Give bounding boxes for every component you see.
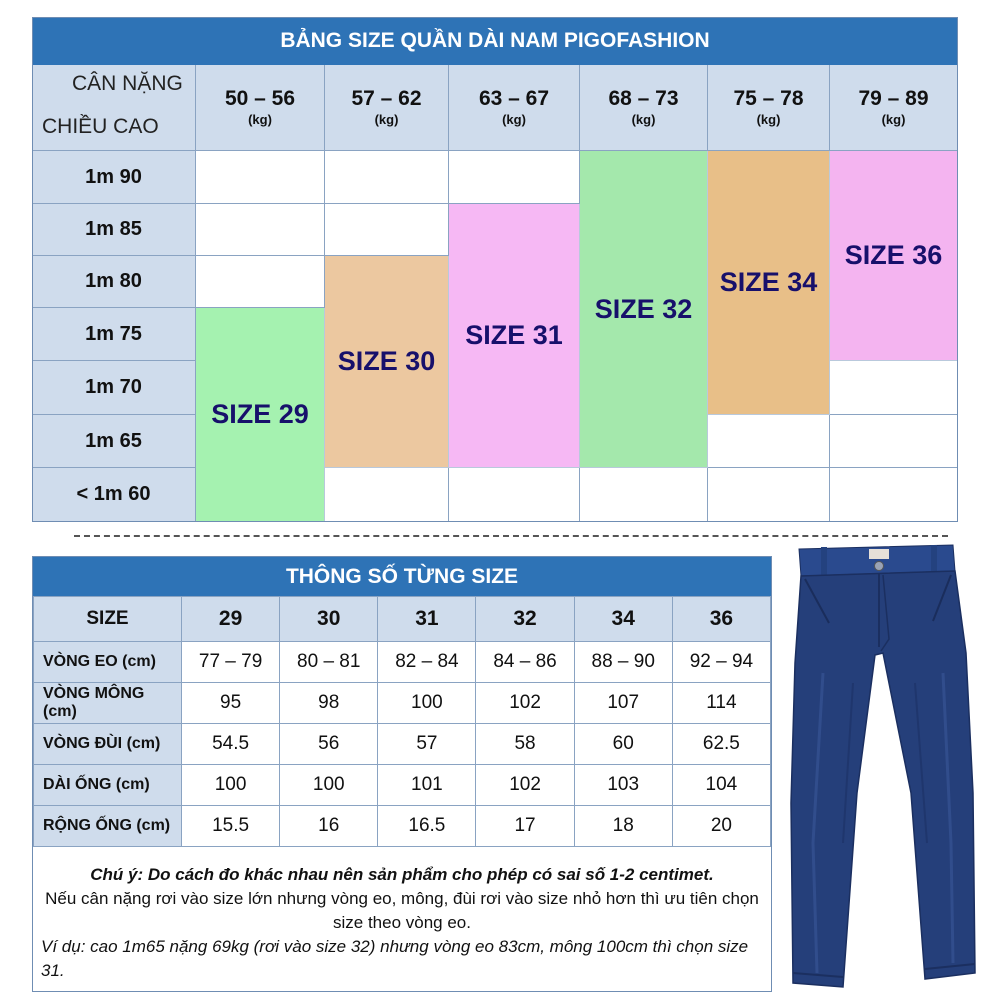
table-cell: 107 bbox=[574, 683, 672, 724]
size-block-32: SIZE 32 bbox=[580, 151, 708, 468]
height-axis-label: CHIỀU CAO bbox=[42, 115, 159, 138]
table-row bbox=[34, 683, 771, 724]
weight-range: 75 – 78 bbox=[733, 86, 804, 110]
table-cell: 88 – 90 bbox=[574, 642, 672, 683]
size-chart bbox=[32, 17, 958, 522]
height-row-label: 1m 80 bbox=[32, 256, 196, 308]
table-cell: 100 bbox=[280, 765, 378, 806]
table-cell: 84 – 86 bbox=[476, 642, 574, 683]
table-cell: 114 bbox=[672, 683, 770, 724]
spec-header-row bbox=[34, 597, 771, 642]
note-box bbox=[33, 855, 771, 991]
height-row-label: < 1m 60 bbox=[32, 468, 196, 522]
size-block-34: SIZE 34 bbox=[708, 151, 830, 415]
table-cell: 60 bbox=[574, 724, 672, 765]
spec-table-title: THÔNG SỐ TỪNG SIZE bbox=[33, 557, 771, 596]
corner-header bbox=[32, 65, 196, 151]
note-priority: Nếu cân nặng rơi vào size lớn nhưng vòng eo, mông, đùi rơi vào size nhỏ hơn thì ưu tiên chọn size theo vòng eo. bbox=[45, 889, 759, 932]
weight-unit: (kg) bbox=[248, 111, 272, 127]
empty-cell bbox=[325, 151, 449, 204]
weight-unit: (kg) bbox=[881, 111, 906, 127]
size-header-cell: 32 bbox=[476, 597, 574, 642]
table-row bbox=[34, 724, 771, 765]
height-row-label: 1m 65 bbox=[32, 415, 196, 468]
row-label: RỘNG ỐNG (cm) bbox=[34, 806, 182, 847]
weight-range: 57 – 62 bbox=[351, 86, 422, 110]
dashed-divider bbox=[74, 535, 948, 537]
empty-cell bbox=[830, 361, 958, 415]
row-label: VÒNG MÔNG (cm) bbox=[34, 683, 182, 724]
weight-unit: (kg) bbox=[756, 111, 781, 127]
weight-range: 63 – 67 bbox=[478, 86, 550, 110]
empty-cell bbox=[580, 468, 708, 522]
empty-cell bbox=[325, 204, 449, 256]
empty-cell bbox=[449, 151, 580, 204]
table-cell: 100 bbox=[378, 683, 476, 724]
table-cell: 92 – 94 bbox=[672, 642, 770, 683]
table-cell: 56 bbox=[280, 724, 378, 765]
row-label: DÀI ỐNG (cm) bbox=[34, 765, 182, 806]
spec-table bbox=[33, 596, 771, 847]
height-row-label: 1m 90 bbox=[32, 151, 196, 204]
weight-range: 79 – 89 bbox=[858, 86, 929, 110]
table-cell: 77 – 79 bbox=[182, 642, 280, 683]
empty-cell bbox=[708, 468, 830, 522]
weight-column-header bbox=[325, 65, 449, 151]
note-warning: Chú ý: Do cách đo khác nhau nên sản phẩm cho phép có sai số 1-2 centimet. bbox=[90, 865, 714, 884]
empty-cell bbox=[196, 204, 325, 256]
weight-unit: (kg) bbox=[502, 111, 526, 127]
table-cell: 20 bbox=[672, 806, 770, 847]
weight-axis-label: CÂN NẶNG bbox=[72, 72, 183, 95]
row-label: VÒNG ĐÙI (cm) bbox=[34, 724, 182, 765]
size-header-cell: 31 bbox=[378, 597, 476, 642]
table-cell: 80 – 81 bbox=[280, 642, 378, 683]
table-cell: 16.5 bbox=[378, 806, 476, 847]
size-header-cell: 34 bbox=[574, 597, 672, 642]
empty-cell bbox=[830, 468, 958, 522]
empty-cell bbox=[196, 256, 325, 308]
size-block-30: SIZE 30 bbox=[325, 256, 449, 468]
row-label: VÒNG EO (cm) bbox=[34, 642, 182, 683]
table-cell: 98 bbox=[280, 683, 378, 724]
table-row bbox=[34, 765, 771, 806]
weight-column-header bbox=[830, 65, 958, 151]
weight-range: 68 – 73 bbox=[608, 86, 679, 110]
table-cell: 17 bbox=[476, 806, 574, 847]
weight-range: 50 – 56 bbox=[224, 86, 296, 110]
height-row-label: 1m 70 bbox=[32, 361, 196, 415]
empty-cell bbox=[325, 468, 449, 522]
weight-column-header bbox=[449, 65, 580, 151]
note-example: Ví dụ: cao 1m65 nặng 69kg (rơi vào size 32) nhưng vòng eo 83cm, mông 100cm thì chọn size 31. bbox=[41, 937, 749, 980]
weight-column-header bbox=[196, 65, 325, 151]
table-row bbox=[34, 806, 771, 847]
table-row bbox=[34, 642, 771, 683]
table-cell: 16 bbox=[280, 806, 378, 847]
height-row-label: 1m 85 bbox=[32, 204, 196, 256]
table-cell: 104 bbox=[672, 765, 770, 806]
table-cell: 82 – 84 bbox=[378, 642, 476, 683]
table-cell: 102 bbox=[476, 683, 574, 724]
table-cell: 95 bbox=[182, 683, 280, 724]
pants-icon bbox=[783, 543, 983, 995]
table-cell: 101 bbox=[378, 765, 476, 806]
table-cell: 54.5 bbox=[182, 724, 280, 765]
height-row-label: 1m 75 bbox=[32, 308, 196, 361]
weight-unit: (kg) bbox=[374, 111, 399, 127]
table-cell: 58 bbox=[476, 724, 574, 765]
weight-column-header bbox=[580, 65, 708, 151]
empty-cell bbox=[830, 415, 958, 468]
size-header-cell: 36 bbox=[672, 597, 770, 642]
size-block-29: SIZE 29 bbox=[196, 308, 325, 522]
size-header-label: SIZE bbox=[34, 597, 182, 642]
table-cell: 57 bbox=[378, 724, 476, 765]
size-header-cell: 30 bbox=[280, 597, 378, 642]
weight-unit: (kg) bbox=[631, 111, 656, 127]
size-block-36: SIZE 36 bbox=[830, 151, 958, 361]
table-cell: 103 bbox=[574, 765, 672, 806]
table-cell: 62.5 bbox=[672, 724, 770, 765]
size-chart-title: BẢNG SIZE QUẦN DÀI NAM PIGOFASHION bbox=[32, 17, 958, 65]
spec-table-panel bbox=[32, 556, 772, 992]
empty-cell bbox=[708, 415, 830, 468]
empty-cell bbox=[449, 468, 580, 522]
size-block-31: SIZE 31 bbox=[449, 204, 580, 468]
empty-cell bbox=[196, 151, 325, 204]
table-cell: 18 bbox=[574, 806, 672, 847]
weight-column-header bbox=[708, 65, 830, 151]
table-cell: 15.5 bbox=[182, 806, 280, 847]
size-header-cell: 29 bbox=[182, 597, 280, 642]
table-cell: 100 bbox=[182, 765, 280, 806]
table-cell: 102 bbox=[476, 765, 574, 806]
